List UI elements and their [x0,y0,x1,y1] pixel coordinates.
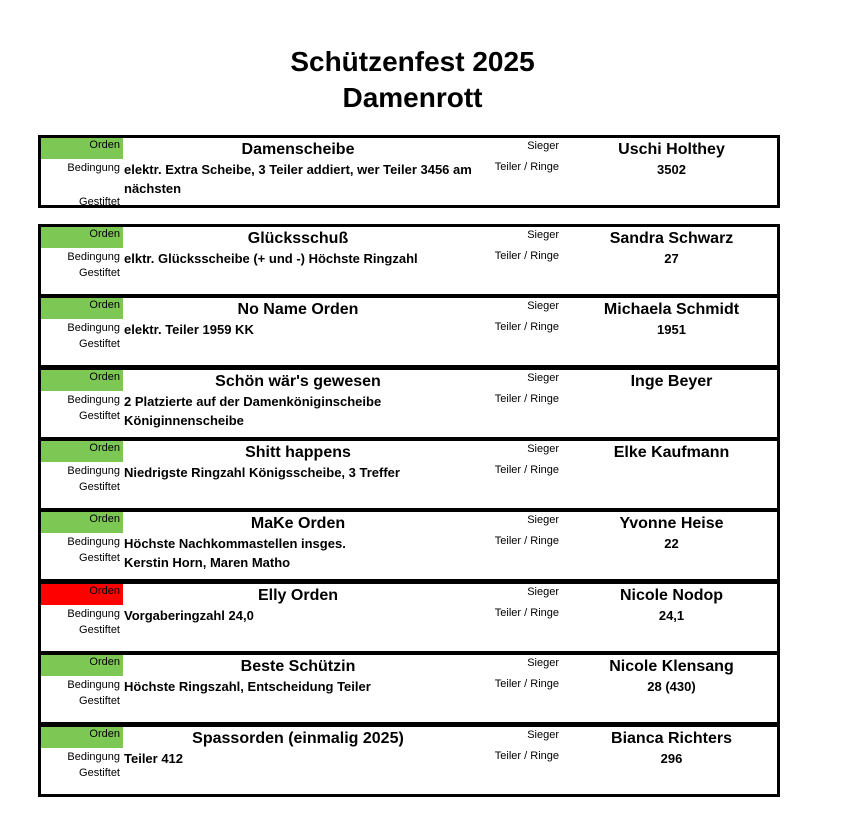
award-name: Damenscheibe [241,141,355,158]
bedingung-label: Bedingung [67,751,120,763]
orden-label: Orden [41,298,123,319]
award-condition: elktr. Glücksscheibe (+ und -) Höchste Ringzahl [124,251,418,266]
bedingung-label: Bedingung [67,251,120,263]
teiler-ringe-label: Teiler / Ringe [494,750,559,762]
award-name: Schön wär's gewesen [215,373,381,390]
orden-label: Orden [41,370,123,391]
winner-score: 1951 [657,322,686,337]
gestiftet-label: Gestiftet [79,552,120,564]
teiler-ringe-label: Teiler / Ringe [494,678,559,690]
award-card-no-name-orden [38,295,780,368]
award-condition: Vorgaberingzahl 24,0 [124,608,254,623]
award-condition: Niedrigste Ringzahl Königsscheibe, 3 Treffer [124,465,400,480]
bedingung-label: Bedingung [67,322,120,334]
award-name: Glücksschuß [247,230,349,247]
teiler-ringe-label: Teiler / Ringe [494,464,559,476]
sieger-label: Sieger [527,586,559,598]
teiler-ringe-label: Teiler / Ringe [494,321,559,333]
award-card-schoen-waers-gewesen [38,367,780,440]
award-name: Spassorden (einmalig 2025) [192,730,404,747]
bedingung-label: Bedingung [67,608,120,620]
winner-name: Sandra Schwarz [609,230,734,247]
sieger-label: Sieger [527,372,559,384]
sieger-label: Sieger [527,300,559,312]
orden-label: Orden [41,227,123,248]
award-name: Shitt happens [245,444,351,461]
sieger-label: Sieger [527,229,559,241]
orden-label: Orden [41,441,123,462]
winner-score: 3502 [657,162,686,177]
award-card-gluecksschuss [38,224,780,297]
award-name: Elly Orden [257,587,339,604]
teiler-ringe-label: Teiler / Ringe [494,250,559,262]
sieger-label: Sieger [527,140,559,152]
sieger-label: Sieger [527,729,559,741]
gestiftet-label: Gestiftet [79,481,120,493]
gestiftet-label: Gestiftet [79,338,120,350]
winner-name: Elke Kaufmann [613,444,730,461]
teiler-ringe-label: Teiler / Ringe [494,161,559,173]
winner-name: Michaela Schmidt [603,301,740,318]
award-card-damenscheibe [38,135,780,208]
award-card-elly-orden [38,581,780,654]
gestiftet-label: Gestiftet [79,196,120,208]
gestiftet-label: Gestiftet [79,767,120,779]
award-condition: elektr. Extra Scheibe, 3 Teiler addiert, wer Teiler 3456 am nächsten [124,162,472,196]
winner-score: 296 [660,751,683,766]
gestiftet-label: Gestiftet [79,624,120,636]
sieger-label: Sieger [527,443,559,455]
sieger-label: Sieger [527,514,559,526]
winner-name: Nicole Nodop [619,587,724,604]
winner-score: 22 [664,536,679,551]
sieger-label: Sieger [527,657,559,669]
winner-name: Nicole Klensang [609,658,734,675]
winner-name: Inge Beyer [630,373,713,390]
award-name: MaKe Orden [250,515,346,532]
orden-label: Orden [41,727,123,748]
gestiftet-label: Gestiftet [79,695,120,707]
winner-score: 24,1 [658,608,685,623]
award-card-shitt-happens [38,438,780,511]
award-name: Beste Schützin [240,658,356,675]
bedingung-label: Bedingung [67,679,120,691]
orden-label: Orden [41,138,123,159]
winner-name: Uschi Holthey [618,141,725,158]
bedingung-label: Bedingung [67,394,120,406]
orden-label: Orden [41,584,123,605]
award-condition: Höchste Ringszahl, Entscheidung Teiler [124,679,371,694]
award-card-spassorden [38,724,780,797]
winner-score: 28 (430) [647,679,696,694]
bedingung-label: Bedingung [67,465,120,477]
gestiftet-label: Gestiftet [79,410,120,422]
orden-label: Orden [41,655,123,676]
orden-label: Orden [41,512,123,533]
page-title: Schützenfest 2025 [290,46,535,77]
teiler-ringe-label: Teiler / Ringe [494,393,559,405]
award-condition: elektr. Teiler 1959 KK [124,322,254,337]
award-condition: Höchste Nachkommastellen insges. Kerstin Horn, Maren Matho [124,536,346,570]
award-card-make-orden [38,509,780,582]
teiler-ringe-label: Teiler / Ringe [494,607,559,619]
winner-score: 27 [664,251,679,266]
award-name: No Name Orden [237,301,359,318]
bedingung-label: Bedingung [67,536,120,548]
bedingung-label: Bedingung [67,162,120,174]
teiler-ringe-label: Teiler / Ringe [494,535,559,547]
award-condition: 2 Platzierte auf der Damenköniginscheibe Königinnenscheibe [124,394,382,428]
award-card-beste-schuetzin [38,652,780,725]
award-condition: Teiler 412 [124,751,184,766]
winner-name: Bianca Richters [611,730,732,747]
page-subtitle: Damenrott [342,82,483,113]
gestiftet-label: Gestiftet [79,267,120,279]
winner-name: Yvonne Heise [619,515,724,532]
